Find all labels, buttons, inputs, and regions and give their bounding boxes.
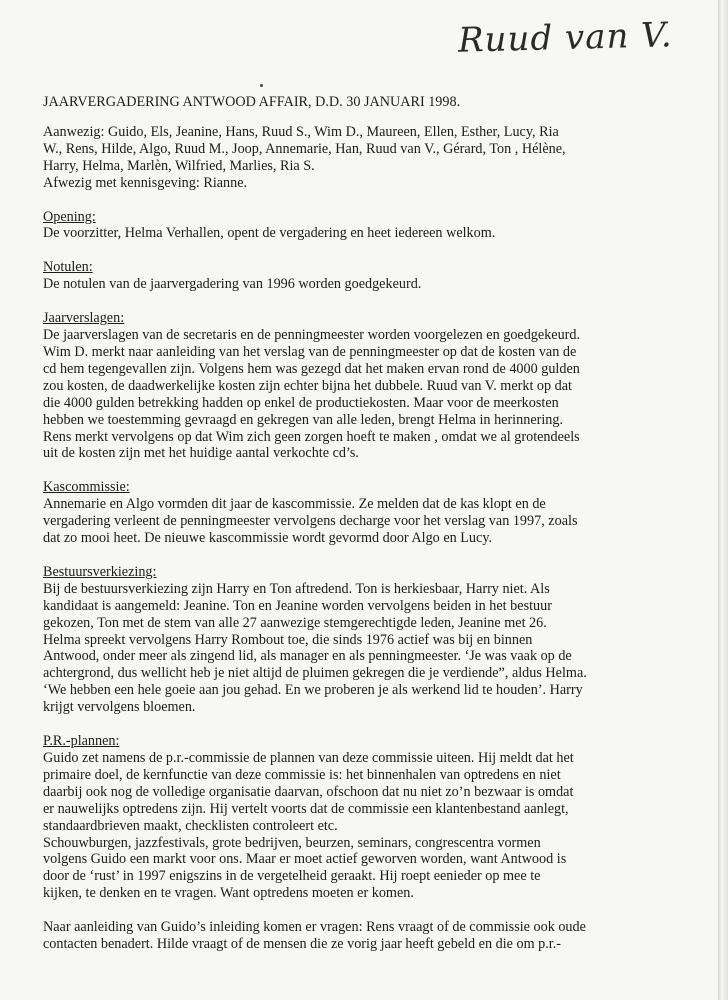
section-line: zou kosten, de daadwerkelijke kosten zijn echter bijna het dubbele. Ruud van V. merkt op dat [43,377,572,394]
section-line: dat zo mooi heet. De nieuwe kascommissie wordt gevormd door Algo en Lucy. [43,530,493,547]
section-line: standaardbrieven maakt, checklisten controleert etc. [43,817,338,834]
section-line: er nauwelijks optredens zijn. Hij vertelt voorts dat de commissie een klantenbestand aanlegt, [43,800,569,817]
section-line: uit de kosten zijn met het huidige aantal verkochte cd’s. [43,445,359,462]
document-title: JAARVERGADERING ANTWOOD AFFAIR, D.D. 30 JANUARI 1998. [43,94,461,110]
scan-edge [718,0,728,1000]
absence-line: Afwezig met kennisgeving: Rianne. [43,174,248,191]
section-line: vergadering verleent de penningmeester vervolgens decharge voor het verslag van 1997, zoals [43,513,578,530]
section-line: hebben we toestemming gevraagd en gekregen van alle leden, brengt Helma in herinnering. [43,411,564,428]
section-line: De jaarverslagen van de secretaris en de penningmeester worden voorgelezen en goedgekeurd. [43,327,581,344]
section-line: Guido zet namens de p.r.-commissie de plannen van deze commissie uiteen. Hij meldt dat het [43,750,574,766]
section-line: die 4000 gulden betrekking hadden op enkel de productiekosten. Maar voor de meerkosten [43,394,559,411]
attendance-line: W., Rens, Hilde, Algo, Ruud M., Joop, Annemarie, Han, Ruud van V., Gérard, Ton , Hélène, [43,140,566,157]
section-line: Bij de bestuursverkiezing zijn Harry en Ton aftredend. Ton is herkiesbaar, Harry niet. Als [43,580,550,597]
section-heading: Kascommissie: [43,479,130,496]
section-line: De voorzitter, Helma Verhallen, opent de vergadering en heet iedereen welkom. [43,225,496,242]
attendance-line: Harry, Helma, Marlèn, Wilfried, Marlies, Ria S. [43,157,315,174]
section-heading: Jaarverslagen: [43,310,125,327]
section-line: Wim D. merkt naar aanleiding van het verslag van de penningmeester op dat de kosten van de [43,343,577,360]
section-heading: Bestuursverkiezing: [43,563,157,580]
section-line: primaire doel, de kernfunctie van deze commissie is: het binnenhalen van optredens en niet [43,766,561,783]
section-line: daarbij ook nog de volledige organisatie daarvan, ofschoon dat nu niet zo’n bezwaar is omdat [43,783,574,800]
section-line: Annemarie en Algo vormden dit jaar de kascommissie. Ze melden dat de kas klopt en de [43,496,546,513]
section-heading: Notulen: [43,259,93,276]
section-line: achtergrond, dus wellicht heb je niet altijd de pluimen gekregen die je verdiende”, aldus Helma. [43,665,587,682]
ink-dot [260,84,263,87]
section-opening [43,209,708,243]
section-line: door de ‘rust’ in 1997 enigszins in de vergetelheid geraakt. Hij roept eenieder op mee te [43,868,541,885]
section-kascommissie [43,479,708,547]
attendance-line: Aanwezig: Guido, Els, Jeanine, Hans, Ruud S., Wim D., Maureen, Ellen, Esther, Lucy, Ria [43,123,559,140]
section-line: Rens merkt vervolgens op dat Wim zich geen zorgen hoeft te maken , omdat we al grotendeels [43,428,580,445]
section-line: gekozen, Ton met de stem van alle 27 aanwezige stemgerechtigde leden, Jeanine met 26. [43,614,547,631]
section-line: Antwood, onder meer als zingend lid, als manager en als penningmeester. ‘Je was vaak op de [43,648,572,665]
section-line: Schouwburgen, jazzfestivals, grote bedrijven, beurzen, seminars, congrescentra vormen [43,834,541,851]
section-line: cd hem tegengevallen zijn. Volgens hem was gezegd dat het maken ervan rond de 4000 gulden [43,360,580,377]
minutes-body [43,94,708,970]
section-notulen [43,259,708,293]
handwritten-signature: Ruud van V. [457,15,674,61]
section-line: contacten benadert. Hilde vraagt of de mensen die ze vorig jaar heeft gebeld en die om p.r.- [43,936,562,953]
section-line: Helma spreekt vervolgens Harry Rombout toe, die sinds 1976 actief was bij en binnen [43,631,533,648]
section-line: kandidaat is aangemeld: Jeanine. Ton en Jeanine worden vervolgens beiden in het bestuur [43,597,552,614]
section-pr-plannen [43,733,708,902]
section-line: krijgt vervolgens bloemen. [43,699,196,716]
section-bestuursverkiezing [43,564,708,716]
section-heading: Opening: [43,208,96,225]
section-line: Naar aanleiding van Guido’s inleiding komen er vragen: Rens vraagt of de commissie ook oude [43,919,586,936]
section-heading: P.R.-plannen: [43,733,120,750]
section-line: De notulen van de jaarvergadering van 1996 worden goedgekeurd. [43,276,422,293]
section-jaarverslagen [43,310,708,462]
section-questions [43,919,708,953]
attendance-block [43,124,708,192]
section-line: volgens Guido een markt voor ons. Maar er moet actief geworven worden, want Antwood is [43,851,567,868]
section-line: ‘We hebben een hele goeie aan jou gehad. En we proberen je als werkend lid te houden’. Harry [43,682,583,699]
section-line: kijken, te denken en te vragen. Want optredens moeten er komen. [43,885,414,902]
